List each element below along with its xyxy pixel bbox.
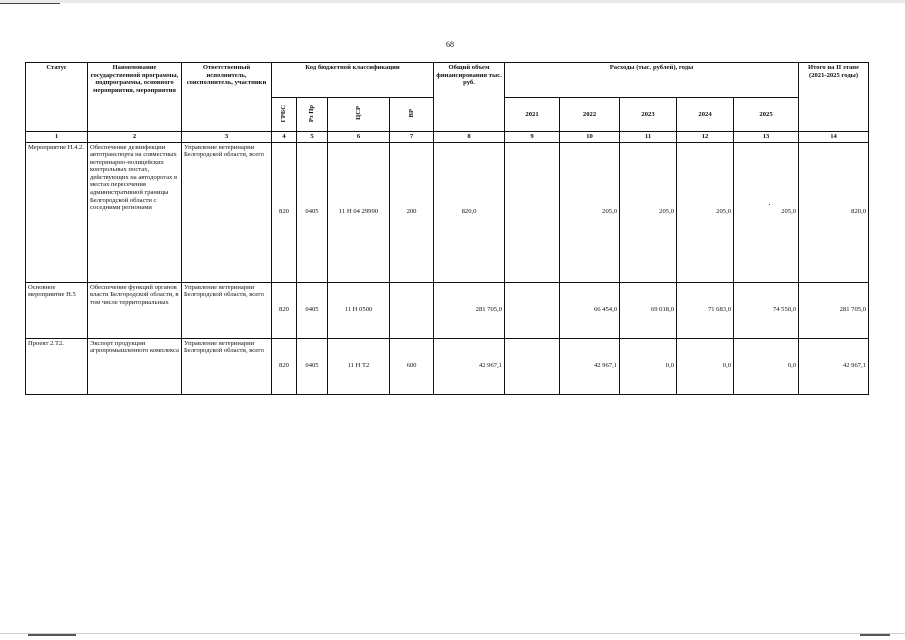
- row-stage-total: 281 705,0: [799, 282, 869, 338]
- column-number: 9: [505, 132, 560, 143]
- row-status: Мероприятие Н.4.2.: [26, 142, 88, 282]
- scan-top-mark: [0, 3, 60, 4]
- header-vr-cell: [390, 98, 434, 132]
- column-number: 2: [88, 132, 182, 143]
- column-number: 14: [799, 132, 869, 143]
- header-year-2023: 2023: [620, 98, 677, 132]
- row-total: 42 967,1: [434, 338, 505, 394]
- row-2025: 0,0: [734, 338, 799, 394]
- page-number: 68: [446, 40, 454, 49]
- header-rzpr-cell: [297, 98, 328, 132]
- row-2022: 42 967,1: [560, 338, 620, 394]
- row-grbs: 820: [272, 142, 297, 282]
- row-rzpr: 0405: [297, 338, 328, 394]
- column-number: 13: [734, 132, 799, 143]
- row-vr: 200: [390, 142, 434, 282]
- row-csr: 11 Н 04 29990: [328, 142, 390, 282]
- row-2025: 205,0: [734, 142, 799, 282]
- row-2021: [505, 338, 560, 394]
- header-budget-code: Код бюджетной классификации: [272, 63, 434, 98]
- row-executor: Управление ветеринарии Белгородской области, всего: [182, 142, 272, 282]
- column-number: 1: [26, 132, 88, 143]
- header-status: Статус: [26, 63, 88, 132]
- header-executor: Ответственный исполнитель, соисполнитель, участники: [182, 63, 272, 132]
- header-csr: ЦСР: [354, 106, 362, 121]
- row-stage-total: 42 967,1: [799, 338, 869, 394]
- header-expenses: Расходы (тыс. рублей), годы: [505, 63, 799, 98]
- column-number: 12: [677, 132, 734, 143]
- header-rzpr: Рз Пр: [308, 104, 316, 122]
- header-total-volume: Общий объем финансирования тыс. руб.: [434, 63, 505, 132]
- scan-bottom-left-mark: [28, 634, 76, 636]
- row-grbs: 820: [272, 282, 297, 338]
- header-year-2022: 2022: [560, 98, 620, 132]
- row-rzpr: 0405: [297, 282, 328, 338]
- row-2025: 74 550,0: [734, 282, 799, 338]
- row-executor: Управление ветеринарии Белгородской области, всего: [182, 282, 272, 338]
- budget-table: [25, 62, 869, 395]
- column-number: 8: [434, 132, 505, 143]
- row-name: Обеспечение дезинфекции автотранспорта на совместных ветеринарно-полицейских контрольных постах, действующих на автодорогах в местах пересечения административной границы Белгородской области с соседними регионами: [88, 142, 182, 282]
- row-2022: 66 454,0: [560, 282, 620, 338]
- row-name: Обеспечение функций органов власти Белгородской области, в том числе территориальных: [88, 282, 182, 338]
- row-vr: [390, 282, 434, 338]
- column-number: 7: [390, 132, 434, 143]
- row-csr: 11 Н Т2: [328, 338, 390, 394]
- column-number: 5: [297, 132, 328, 143]
- table-row: [26, 282, 869, 338]
- scan-top-edge: [0, 0, 905, 3]
- row-2023: 205,0: [620, 142, 677, 282]
- header-year-2021: 2021: [505, 98, 560, 132]
- header-year-2024: 2024: [677, 98, 734, 132]
- column-number: 11: [620, 132, 677, 143]
- row-2024: 71 683,0: [677, 282, 734, 338]
- column-number: 3: [182, 132, 272, 143]
- row-csr: 11 Н 0500: [328, 282, 390, 338]
- row-2021: [505, 282, 560, 338]
- scan-bottom-edge: [0, 633, 905, 634]
- header-csr-cell: [328, 98, 390, 132]
- table-row: [26, 338, 869, 394]
- row-2023: 69 018,0: [620, 282, 677, 338]
- row-rzpr: 0405: [297, 142, 328, 282]
- row-2024: 205,0: [677, 142, 734, 282]
- scan-bottom-right-mark: [860, 634, 890, 636]
- row-executor: Управление ветеринарии Белгородской области, всего: [182, 338, 272, 394]
- row-total: 281 705,0: [434, 282, 505, 338]
- row-status: Основное мероприятие Н.5: [26, 282, 88, 338]
- row-vr: 600: [390, 338, 434, 394]
- header-grbs-cell: [272, 98, 297, 132]
- row-2022: 205,0: [560, 142, 620, 282]
- row-2021: [505, 142, 560, 282]
- header-year-2025: 2025: [734, 98, 799, 132]
- row-stage-total: 820,0: [799, 142, 869, 282]
- header-stage-total: Итого на II этапе (2021-2025 годы): [799, 63, 869, 132]
- column-number: 10: [560, 132, 620, 143]
- table-row: [26, 142, 869, 282]
- header-name: Наименование государственной программы, подпрограммы, основного мероприятия, мероприятия: [88, 63, 182, 132]
- row-name: Экспорт продукции агропромышленного комплекса: [88, 338, 182, 394]
- row-status: Проект 2.Т2.: [26, 338, 88, 394]
- row-2023: 0,0: [620, 338, 677, 394]
- row-grbs: 820: [272, 338, 297, 394]
- column-number: 6: [328, 132, 390, 143]
- header-grbs: ГРБС: [280, 104, 288, 122]
- header-vr: ВР: [407, 108, 415, 118]
- row-2024: 0,0: [677, 338, 734, 394]
- row-total: 820,0: [434, 142, 505, 282]
- column-number: 4: [272, 132, 297, 143]
